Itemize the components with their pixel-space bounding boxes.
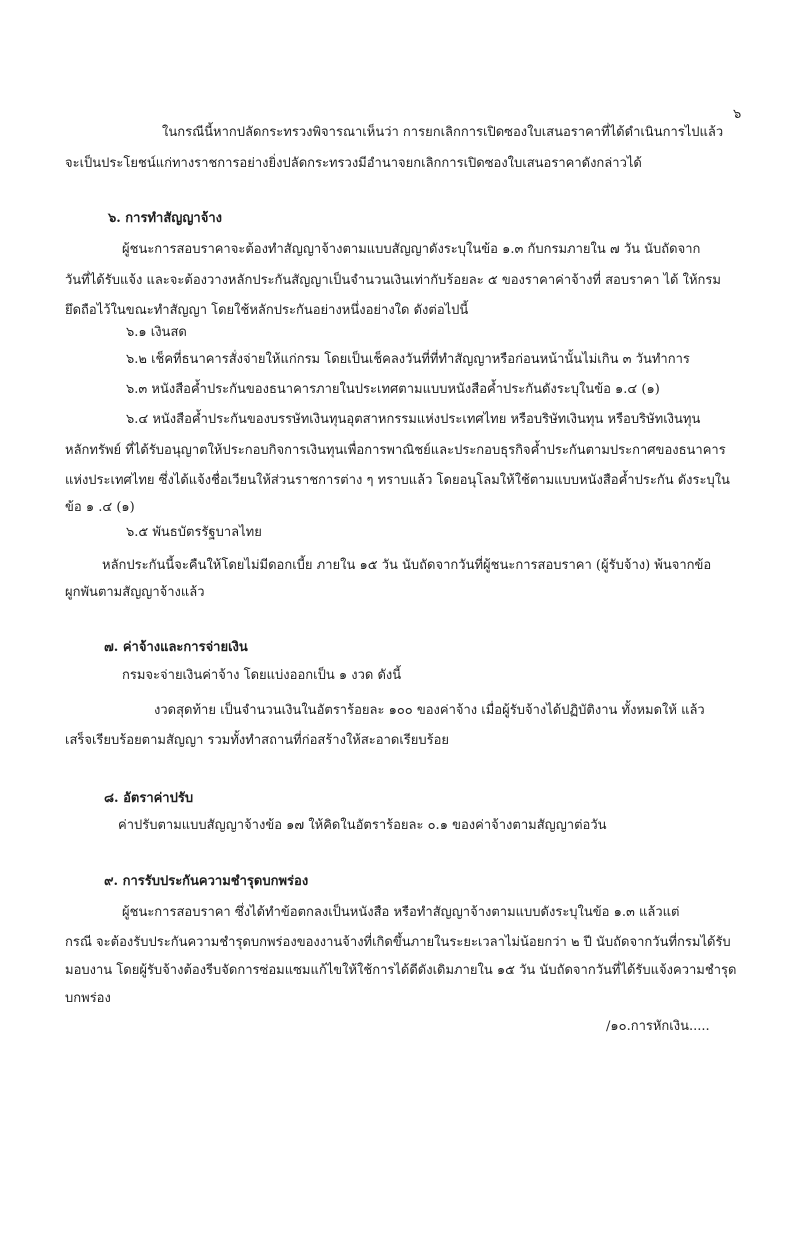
section-9-heading: ๙. การรับประกันความชำรุดบกพร่อง — [104, 874, 309, 889]
section-6-return-text: ผูกพันตามสัญญาจ้างแล้ว — [65, 585, 205, 600]
section-7-text: เสร็จเรียบร้อยตามสัญญา รวมทั้งทำสถานที่ก่อสร้างให้สะอาดเรียบร้อย — [65, 733, 450, 748]
section-9-text: กรณี จะต้องรับประกันความชำรุดบกพร่องของงานจ้างที่เกิดขึ้นภายในระยะเวลาไม่น้อยกว่า ๒ ปี นับถัดจากวันที่กรมได้รับ — [65, 935, 731, 950]
guarantee-item-2: ๖.๒ เช็คที่ธนาคารสั่งจ่ายให้แก่กรม โดยเป็นเช็คลงวันที่ที่ทำสัญญาหรือก่อนหน้านั้นไม่เกิน ๓ วันทำการ — [126, 352, 690, 367]
section-7-text: กรมจะจ่ายเงินค่าจ้าง โดยแบ่งออกเป็น ๑ งวด ดังนี้ — [122, 668, 402, 683]
guarantee-item-5: ๖.๕ พันธบัตรรัฐบาลไทย — [126, 525, 262, 540]
guarantee-item-4: หลักทรัพย์ ที่ได้รับอนุญาตให้ประกอบกิจการเงินทุนเพื่อการพาณิชย์และประกอบธุรกิจค้ำประกันตามประกาศของธนาคาร — [65, 443, 726, 458]
intro-line-1: ในกรณีนี้หากปลัดกระทรวงพิจารณาเห็นว่า การยกเลิกการเปิดซองใบเสนอราคาที่ได้ดำเนินการไปแล้ว — [162, 125, 724, 140]
section-6-return-text: หลักประกันนี้จะคืนให้โดยไม่มีดอกเบี้ย ภายใน ๑๕ วัน นับถัดจากวันที่ผู้ชนะการสอบราคา (ผู้รับจ้าง) พ้นจากข้อ — [102, 558, 712, 573]
section-9-text: ผู้ชนะการสอบราคา ซึ่งได้ทำข้อตกลงเป็นหนังสือ หรือทำสัญญาจ้างตามแบบดังระบุในข้อ ๑.๓ แล้วแต่ — [122, 905, 680, 920]
guarantee-item-4: ๖.๔ หนังสือค้ำประกันของบรรษัทเงินทุนอุตสาหกรรมแห่งประเทศไทย หรือบริษัทเงินทุน หรือบริษัทเงินทุน — [126, 412, 701, 427]
page-number: ๖ — [733, 107, 742, 122]
continuation-marker: /๑๐.การหักเงิน..... — [606, 1019, 710, 1034]
guarantee-item-4: แห่งประเทศไทย ซึ่งได้แจ้งชื่อเวียนให้ส่วนราชการต่าง ๆ ทราบแล้ว โดยอนุโลมให้ใช้ตามแบบหนังสือค้ำประกัน ดังระบุใน — [65, 473, 730, 488]
section-7-text: งวดสุดท้าย เป็นจำนวนเงินในอัตราร้อยละ ๑๐๐ ของค่าจ้าง เมื่อผู้รับจ้างได้ปฏิบัติงาน ทั้งหมดให้ แล้ว — [154, 703, 705, 718]
section-9-text: บกพร่อง — [65, 991, 111, 1006]
intro-line-2: จะเป็นประโยชน์แก่ทางราชการอย่างยิ่งปลัดกระทรวงมีอำนาจยกเลิกการเปิดซองใบเสนอราคาดังกล่าวได้ — [65, 156, 642, 171]
guarantee-item-4: ข้อ ๑ .๔ (๑) — [65, 500, 135, 515]
section-6-text: ผู้ชนะการสอบราคาจะต้องทำสัญญาจ้างตามแบบสัญญาดังระบุในข้อ ๑.๓ กับกรมภายใน ๗ วัน นับถัดจาก — [122, 242, 701, 257]
section-7-heading: ๗. ค่าจ้างและการจ่ายเงิน — [104, 640, 248, 655]
section-6-heading: ๖. การทำสัญญาจ้าง — [108, 211, 222, 226]
section-9-text: มอบงาน โดยผู้รับจ้างต้องรีบจัดการซ่อมแซมแก้ไขให้ใช้การได้ดีดังเดิมภายใน ๑๕ วัน นับถัดจากวันที่ได้รับแจ้งความชำรุด — [65, 963, 737, 978]
guarantee-item-3: ๖.๓ หนังสือค้ำประกันของธนาคารภายในประเทศตามแบบหนังสือค้ำประกันดังระบุในข้อ ๑.๔ (๑) — [126, 382, 660, 397]
section-8-heading: ๘. อัตราค่าปรับ — [104, 791, 194, 806]
section-8-text: ค่าปรับตามแบบสัญญาจ้างข้อ ๑๗ ให้คิดในอัตราร้อยละ ๐.๑ ของค่าจ้างตามสัญญาต่อวัน — [118, 818, 607, 833]
guarantee-item-1: ๖.๑ เงินสด — [126, 325, 187, 340]
section-6-text: วันที่ได้รับแจ้ง และจะต้องวางหลักประกันสัญญาเป็นจำนวนเงินเท่ากับร้อยละ ๕ ของราคาค่าจ้างที่ สอบราคา ได้ ให้กรม — [65, 273, 721, 288]
section-6-text: ยึดถือไว้ในขณะทำสัญญา โดยใช้หลักประกันอย่างหนึ่งอย่างใด ดังต่อไปนี้ — [65, 303, 469, 318]
